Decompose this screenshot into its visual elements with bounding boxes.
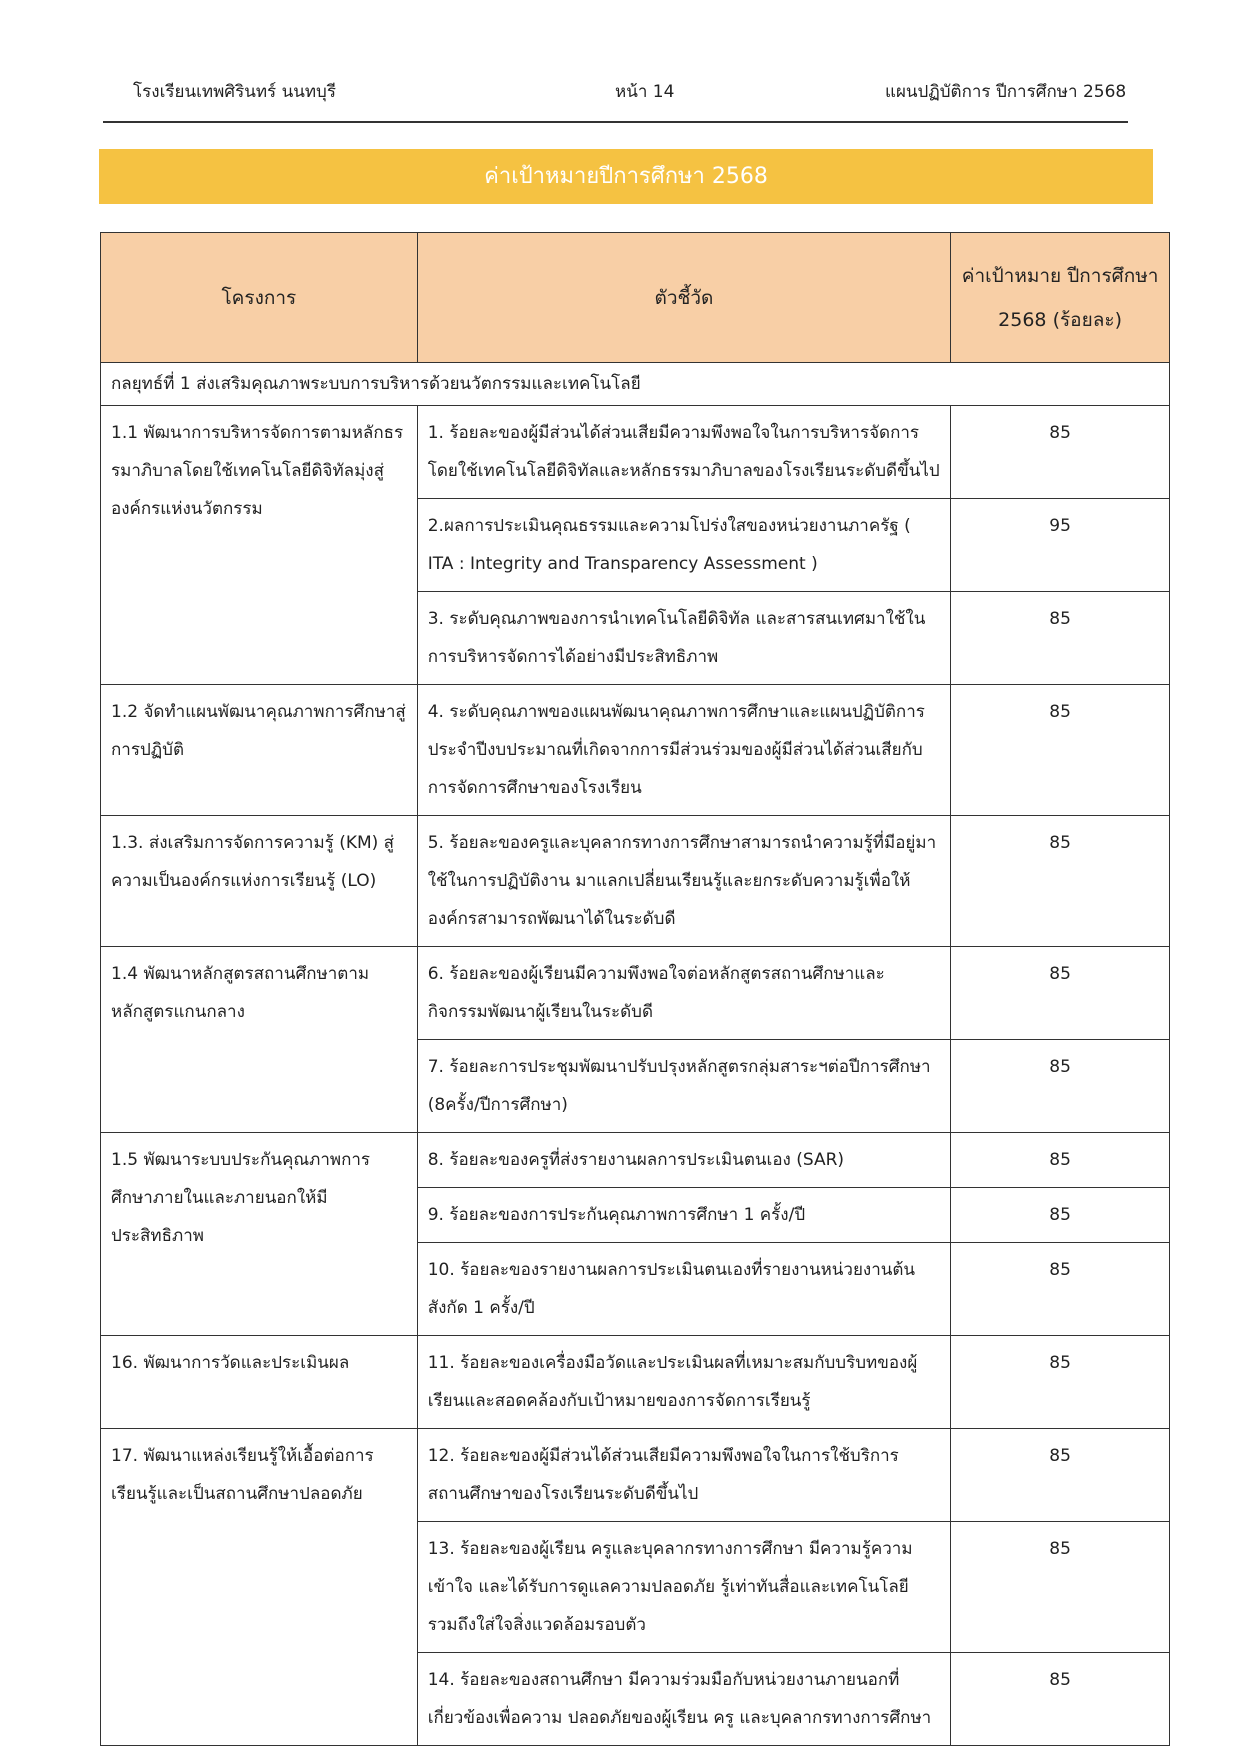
project-name: 1.3. ส่งเสริมการจัดการความรู้ (KM) สู่ความเป็นองค์กรแห่งการเรียนรู้ (LO)	[101, 816, 418, 947]
table-row	[101, 406, 1170, 499]
strategy-row: กลยุทธ์ที่ 1 ส่งเสริมคุณภาพระบบการบริหารด้วยนวัตกรรมและเทคโนโลยี	[101, 363, 1170, 406]
indicator-text: 11. ร้อยละของเครื่องมือวัดและประเมินผลที่เหมาะสมกับบริบทของผู้เรียนและสอดคล้องกับเป้าหมายของการจัดการเรียนรู้	[417, 1336, 950, 1429]
table-row	[101, 1429, 1170, 1522]
target-value: 85	[951, 592, 1170, 685]
indicator-text: 13. ร้อยละของผู้เรียน ครูและบุคลากรทางการศึกษา มีความรู้ความเข้าใจ และได้รับการดูแลความปลอดภัย รู้เท่าทันสื่อและเทคโนโลยี รวมถึงใส่ใจสิ่งแวดล้อมรอบตัว	[417, 1522, 950, 1653]
target-value: 85	[951, 1522, 1170, 1653]
indicator-text: 5. ร้อยละของครูและบุคลากรทางการศึกษาสามารถนำความรู้ที่มีอยู่มาใช้ในการปฏิบัติงาน มาแลกเปลี่ยนเรียนรู้และยกระดับความรู้เพื่อให้องค์กรสามารถพัฒนาได้ในระดับดี	[417, 816, 950, 947]
target-value: 85	[951, 816, 1170, 947]
indicator-text: 6. ร้อยละของผู้เรียนมีความพึงพอใจต่อหลักสูตรสถานศึกษาและกิจกรรมพัฒนาผู้เรียนในระดับดี	[417, 947, 950, 1040]
project-name: 1.4 พัฒนาหลักสูตรสถานศึกษาตามหลักสูตรแกนกลาง	[101, 947, 418, 1133]
project-name: 1.5 พัฒนาระบบประกันคุณภาพการศึกษาภายในและภายนอกให้มีประสิทธิภาพ	[101, 1133, 418, 1336]
column-header-indicator: ตัวชี้วัด	[417, 233, 950, 363]
section-title: ค่าเป้าหมายปีการศึกษา 2568	[99, 149, 1153, 204]
page-number: หน้า 14	[615, 82, 675, 102]
target-value: 85	[951, 1040, 1170, 1133]
project-name: 1.2 จัดทำแผนพัฒนาคุณภาพการศึกษาสู่การปฏิบัติ	[101, 685, 418, 816]
school-name: โรงเรียนเทพศิรินทร์ นนทบุรี	[133, 82, 336, 102]
indicator-text: 4. ระดับคุณภาพของแผนพัฒนาคุณภาพการศึกษาและแผนปฏิบัติการประจำปีงบประมาณที่เกิดจากการมีส่วนร่วมของผู้มีส่วนได้ส่วนเสียกับการจัดการศึกษาของโรงเรียน	[417, 685, 950, 816]
table-row	[101, 816, 1170, 947]
indicator-text: 1. ร้อยละของผู้มีส่วนได้ส่วนเสียมีความพึงพอใจในการบริหารจัดการโดยใช้เทคโนโลยีดิจิทัลและหลักธรรมาภิบาลของโรงเรียนระดับดีขึ้นไป	[417, 406, 950, 499]
indicator-text: 10. ร้อยละของรายงานผลการประเมินตนเองที่รายงานหน่วยงานต้นสังกัด 1 ครั้ง/ปี	[417, 1243, 950, 1336]
plan-title: แผนปฏิบัติการ ปีการศึกษา 2568	[885, 82, 1127, 102]
target-value: 85	[951, 1243, 1170, 1336]
indicator-text: 3. ระดับคุณภาพของการนำเทคโนโลยีดิจิทัล และสารสนเทศมาใช้ในการบริหารจัดการได้อย่างมีประสิทธิภาพ	[417, 592, 950, 685]
target-value: 85	[951, 1133, 1170, 1188]
table-row	[101, 1133, 1170, 1188]
table-row	[101, 685, 1170, 816]
project-name: 16. พัฒนาการวัดและประเมินผล	[101, 1336, 418, 1429]
target-value: 85	[951, 1653, 1170, 1746]
target-value: 85	[951, 406, 1170, 499]
indicator-text: 8. ร้อยละของครูที่ส่งรายงานผลการประเมินตนเอง (SAR)	[417, 1133, 950, 1188]
targets-table	[100, 232, 1170, 1746]
header-divider	[103, 121, 1128, 123]
indicator-text: 14. ร้อยละของสถานศึกษา มีความร่วมมือกับหน่วยงานภายนอกที่เกี่ยวข้องเพื่อความ ปลอดภัยของผู้เรียน ครู และบุคลากรทางการศึกษา	[417, 1653, 950, 1746]
column-header-target: ค่าเป้าหมาย ปีการศึกษา 2568 (ร้อยละ)	[951, 233, 1170, 363]
project-name: 17. พัฒนาแหล่งเรียนรู้ให้เอื้อต่อการเรียนรู้และเป็นสถานศึกษาปลอดภัย	[101, 1429, 418, 1746]
indicator-text: 7. ร้อยละการประชุมพัฒนาปรับปรุงหลักสูตรกลุ่มสาระฯต่อปีการศึกษา (8ครั้ง/ปีการศึกษา)	[417, 1040, 950, 1133]
target-value: 85	[951, 1188, 1170, 1243]
target-value: 85	[951, 947, 1170, 1040]
target-value: 85	[951, 685, 1170, 816]
target-value: 95	[951, 499, 1170, 592]
indicator-text: 2.ผลการประเมินคุณธรรมและความโปร่งใสของหน่วยงานภาครัฐ ( ITA : Integrity and Transparency Assessment )	[417, 499, 950, 592]
table-row	[101, 1336, 1170, 1429]
target-value: 85	[951, 1336, 1170, 1429]
indicator-text: 12. ร้อยละของผู้มีส่วนได้ส่วนเสียมีความพึงพอใจในการใช้บริการสถานศึกษาของโรงเรียนระดับดีขึ้นไป	[417, 1429, 950, 1522]
project-name: 1.1 พัฒนาการบริหารจัดการตามหลักธรรมาภิบาลโดยใช้เทคโนโลยีดิจิทัลมุ่งสู่องค์กรแห่งนวัตกรรม	[101, 406, 418, 685]
table-row	[101, 947, 1170, 1040]
column-header-project: โครงการ	[101, 233, 418, 363]
target-value: 85	[951, 1429, 1170, 1522]
indicator-text: 9. ร้อยละของการประกันคุณภาพการศึกษา 1 ครั้ง/ปี	[417, 1188, 950, 1243]
